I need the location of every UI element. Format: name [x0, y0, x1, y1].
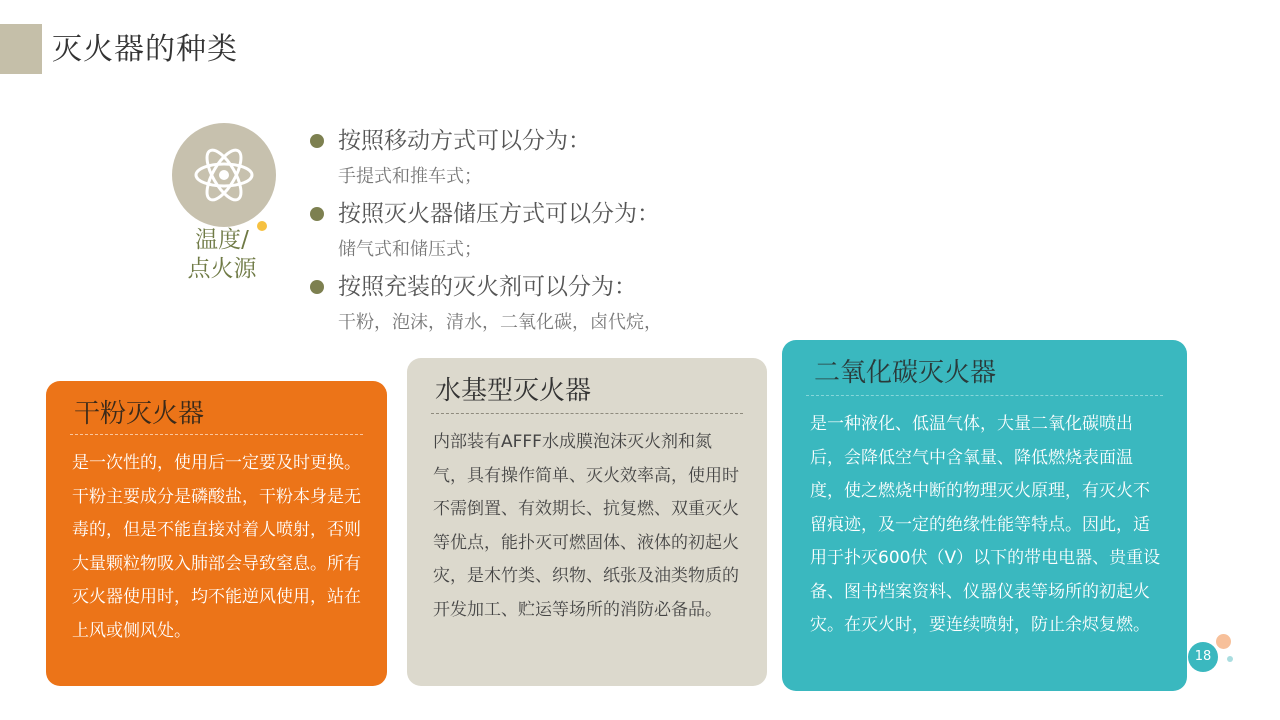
- bullet-dot-icon: [310, 134, 324, 148]
- card-body: 是一次性的，使用后一定要及时更换。干粉主要成分是磷酸盐，干粉本身是无毒的，但是不能直接对着人喷射，否则大量颗粒物吸入肺部会导致窒息。所有灭火器使用时，均不能逆风使用，站在上风或侧风处。: [72, 453, 361, 641]
- bullet-heading: 按照移动方式可以分为：: [338, 128, 591, 154]
- card-title: 二氧化碳灭火器: [814, 358, 997, 388]
- hero-label-line2: 点火源: [187, 256, 257, 282]
- title-accent-bar: [0, 24, 42, 74]
- card-title: 干粉灭火器: [74, 399, 205, 429]
- bullet-item: [308, 270, 778, 338]
- atom-icon: [192, 143, 256, 207]
- classification-list: [308, 124, 778, 343]
- card-dry-powder: [46, 381, 387, 686]
- bullet-item: [308, 124, 778, 192]
- card-co2: [782, 340, 1187, 691]
- hero-label-line1: 温度/: [195, 227, 249, 253]
- bullet-item: [308, 197, 778, 265]
- bullet-dot-icon: [310, 280, 324, 294]
- hero-label: [176, 226, 268, 284]
- card-body: 内部装有AFFF水成膜泡沫灭火剂和氮气，具有操作简单、灭火效率高，使用时不需倒置、有效期长、抗复燃、双重灭火等优点，能扑灭可燃固体、液体的初起火灾，是木竹类、织物、纸张及油类物质的开发加工、贮运等场所的消防必备品。: [433, 432, 739, 620]
- bullet-detail: 手提式和推车式；: [338, 166, 482, 187]
- page-number: 18: [1188, 642, 1218, 672]
- card-title: 水基型灭火器: [435, 376, 592, 406]
- card-divider: [806, 395, 1163, 396]
- card-body: 是一种液化、低温气体，大量二氧化碳喷出后，会降低空气中含氧量、降低燃烧表面温度，使之燃烧中断的物理灭火原理，有灭火不留痕迹，及一定的绝缘性能等特点。因此，适用于扑灭600伏（V）以下的带电电器、贵重设备、图书档案资料、仪器仪表等场所的初起火灾。在灭火时，要连续喷射，防止余烬复燃。: [810, 414, 1161, 635]
- hero-circle: [172, 123, 276, 227]
- page-title: 灭火器的种类: [52, 32, 238, 67]
- card-divider: [70, 434, 363, 435]
- card-divider: [431, 413, 743, 414]
- decor-dot: [1227, 656, 1233, 662]
- bullet-detail: 干粉，泡沫，清水，二氧化碳，卤代烷，: [338, 312, 662, 333]
- decor-dot: [1216, 634, 1231, 649]
- bullet-detail: 储气式和储压式；: [338, 239, 482, 260]
- bullet-heading: 按照灭火器储压方式可以分为：: [338, 201, 660, 227]
- card-water-based: [407, 358, 767, 686]
- bullet-dot-icon: [310, 207, 324, 221]
- bullet-heading: 按照充装的灭火剂可以分为：: [338, 274, 637, 300]
